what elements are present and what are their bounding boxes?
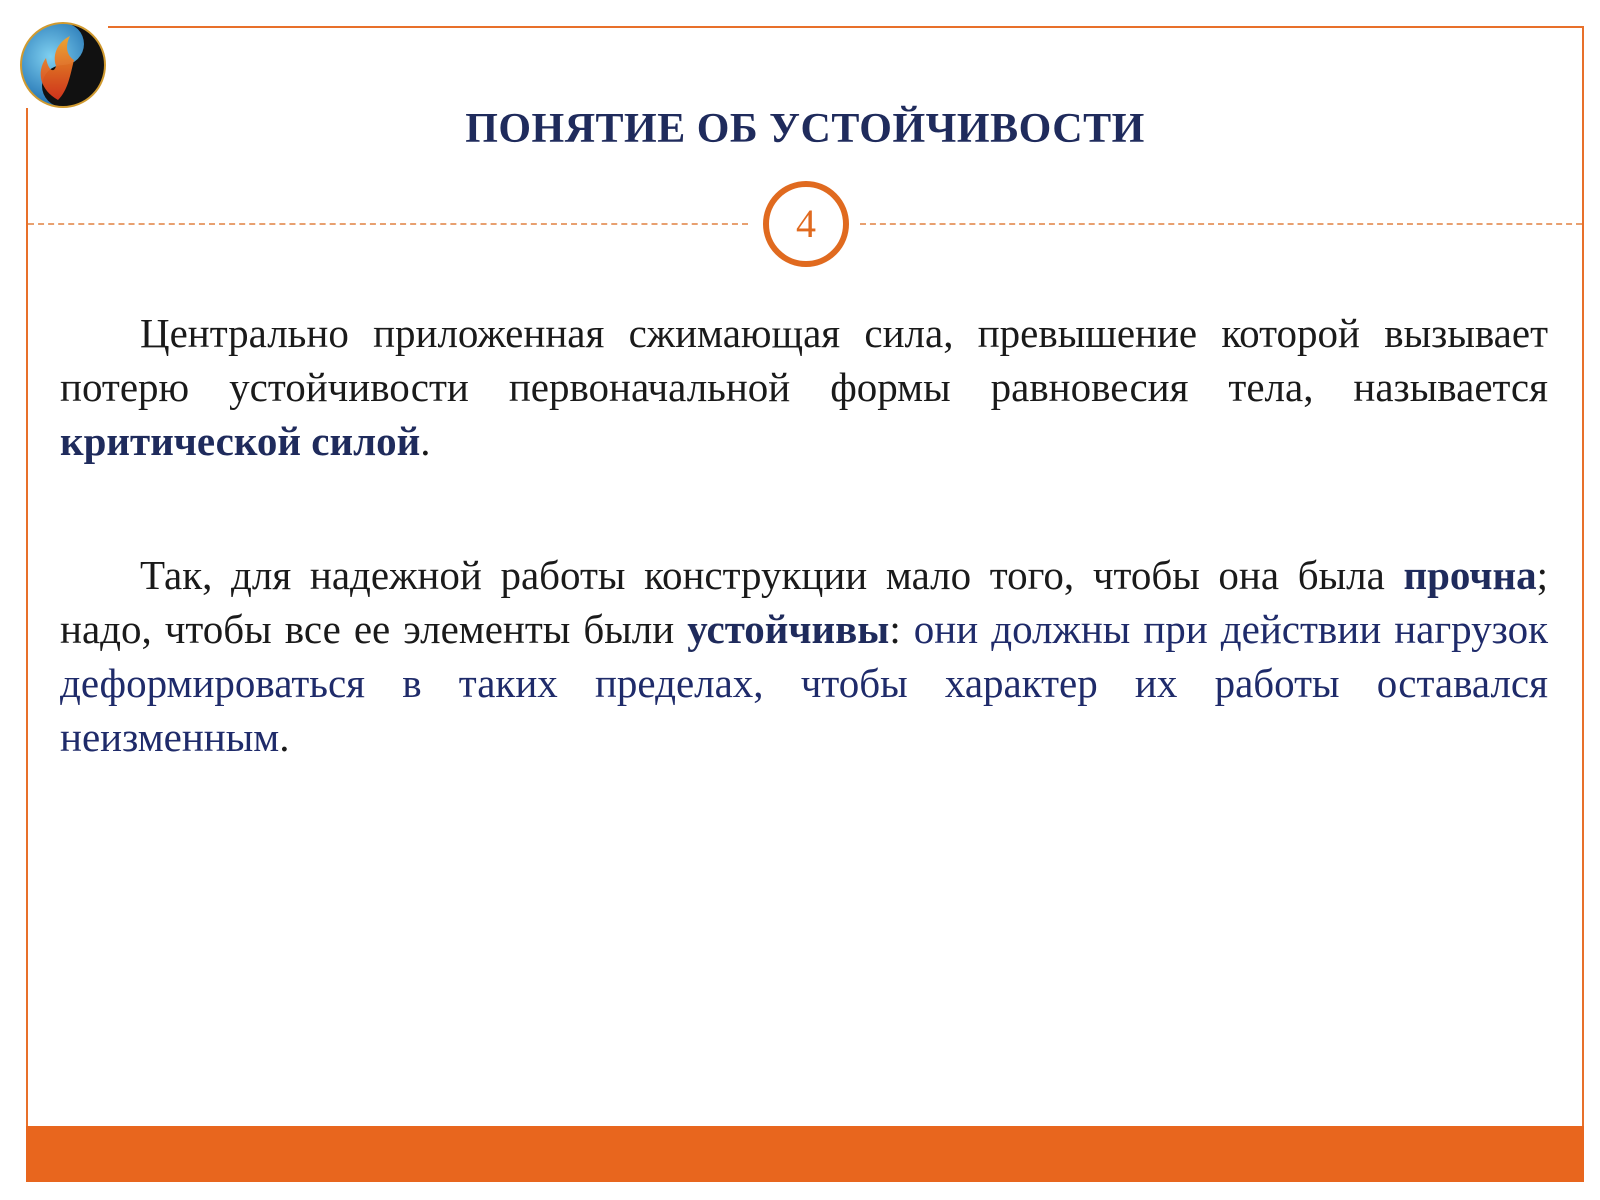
paragraph2-highlight: они должны при действии нагрузок деформироваться в таких пределах, чтобы характер их работы оставался неизменным [60,606,1548,760]
paragraph2-start: Так, для надежной работы конструкции мало того, чтобы она была [140,552,1404,598]
term-stable: устойчивы [687,606,890,652]
paragraph2-colon: : [889,606,914,652]
paragraph2-end: . [279,714,290,760]
paragraph1-text: Центрально приложенная сжимающая сила, превышение которой вызывает потерю устойчивости первоначальной формы равновесия тела, называется [60,310,1548,410]
dashed-divider-right [860,223,1582,225]
explanation-paragraph [60,548,1548,764]
footer-bar [26,1126,1584,1182]
term-strong: прочна [1403,552,1537,598]
yin-yang-flame-logo-icon [18,20,108,110]
slide-content [60,306,1548,764]
dashed-divider-left [28,223,748,225]
paragraph2-mid: ; надо, чтобы все ее элементы были [60,552,1548,652]
frame-left-border [26,108,28,1128]
slide-title: ПОНЯТИЕ ОБ УСТОЙЧИВОСТИ [465,106,1145,152]
term-critical-force: критической силой [60,418,421,464]
page-number-badge: 4 [763,181,849,267]
frame-top-border [108,26,1584,28]
paragraph1-end: . [420,418,431,464]
frame-right-border [1582,26,1584,1128]
definition-paragraph [60,306,1548,468]
